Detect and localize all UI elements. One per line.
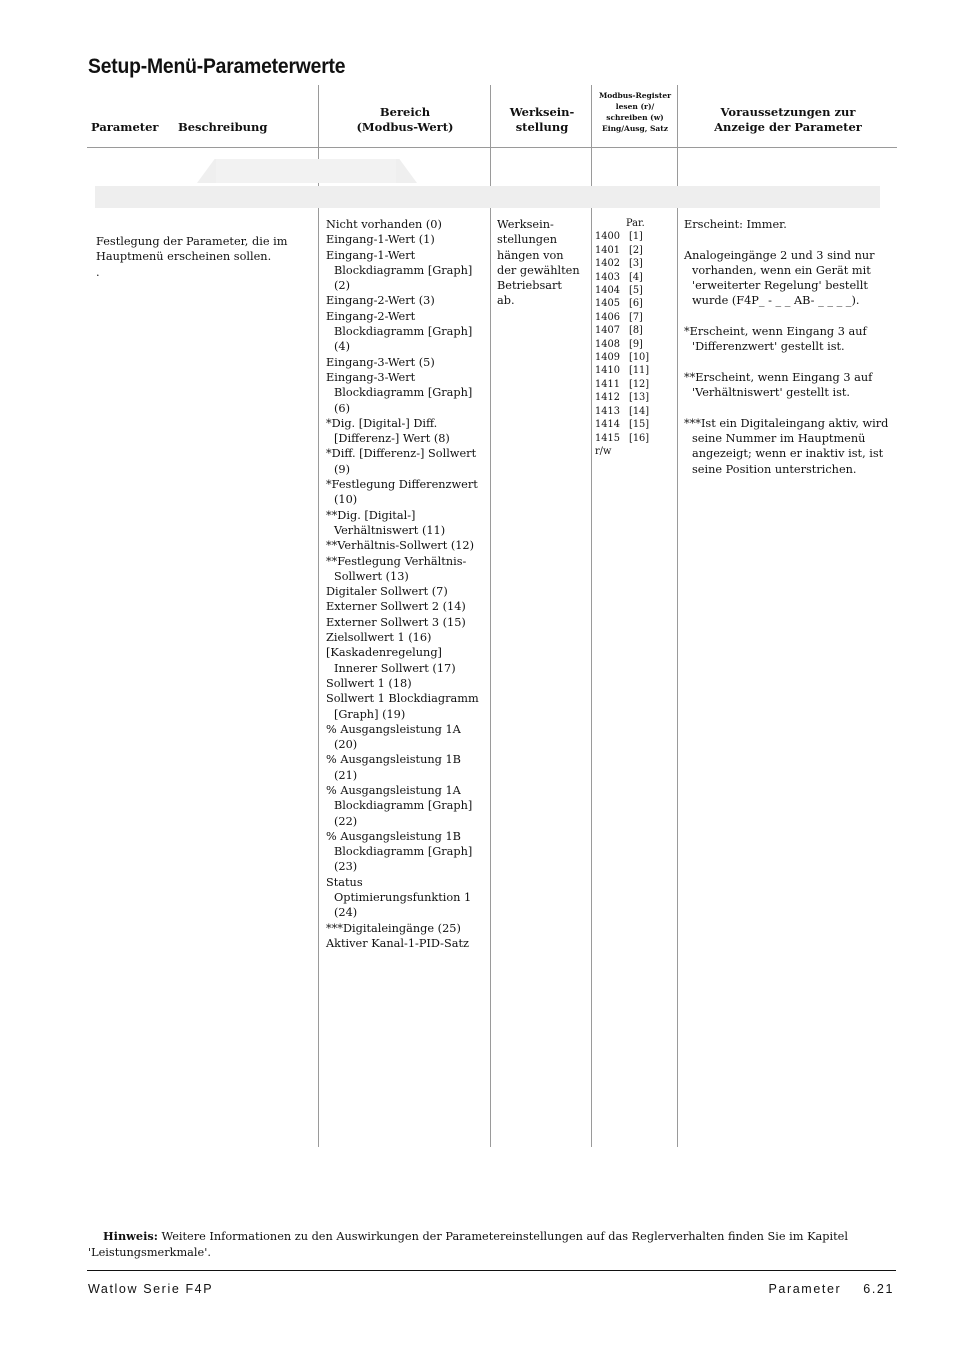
- note-label: Hinweis:: [103, 1229, 158, 1243]
- modbus-register: 1415: [595, 432, 620, 444]
- parameter-description: Festlegung der Parameter, die im Hauptmenü erscheinen sollen. .: [96, 235, 288, 279]
- modbus-register: 1413: [595, 405, 620, 417]
- default-line: der gewählten: [497, 263, 580, 277]
- modbus-register: 1414: [595, 419, 620, 431]
- modbus-row: [595, 351, 675, 364]
- header-range: Bereich (Modbus-Wert): [356, 105, 454, 134]
- modbus-parameter-index: [8]: [629, 325, 643, 337]
- modbus-register: 1402: [595, 258, 620, 270]
- modbus-par-label: Par.: [626, 218, 645, 229]
- modbus-row: [595, 271, 675, 284]
- condition-item: Erscheint: Immer.: [684, 218, 787, 231]
- range-item: Nicht vorhanden (0): [326, 218, 442, 231]
- header-parameter: Parameter: [91, 120, 159, 134]
- range-item: Eingang-3-Wert (5): [326, 355, 435, 369]
- note-text: Weitere Informationen zu den Auswirkungen der Parametereinstellungen auf das Reglerverhalten finden Sie im Kapitel 'Leistungsmerkmale'.: [88, 1230, 848, 1259]
- range-item: % Ausgangsleistung 1B (21): [326, 753, 461, 782]
- modbus-parameter-index: [4]: [629, 271, 643, 283]
- range-item: Eingang-2-Wert Blockdiagramm [Graph] (4): [326, 309, 473, 354]
- default-value: [497, 217, 589, 309]
- modbus-parameter-index: [5]: [629, 285, 643, 297]
- range-item: Status Optimierungsfunktion 1 (24): [326, 875, 472, 920]
- modbus-register: 1408: [595, 338, 620, 350]
- footer-page-number: 6.21: [863, 1282, 894, 1296]
- range-item: Sollwert 1 Blockdiagramm [Graph] (19): [326, 692, 479, 721]
- modbus-row: [595, 338, 675, 351]
- condition-item: Analogeingänge 2 und 3 sind nur vorhanden, wenn ein Gerät mit 'erweiterter Regelung' bestellt wurde (F4P_ - _ _ AB- _ _ _ _).: [684, 248, 875, 308]
- modbus-parameter-index: [3]: [629, 258, 643, 270]
- range-item: Zielsollwert 1 (16): [326, 631, 432, 645]
- range-list: [326, 217, 486, 951]
- default-line: stellungen: [497, 233, 557, 247]
- display-conditions: [684, 217, 896, 492]
- modbus-row: [595, 257, 675, 270]
- modbus-register: 1403: [595, 271, 620, 283]
- modbus-row: [595, 244, 675, 257]
- default-line: hängen von: [497, 248, 564, 262]
- modbus-row: [595, 391, 675, 404]
- modbus-row: [595, 432, 675, 445]
- column-divider: [318, 85, 319, 1147]
- modbus-register: 1406: [595, 311, 620, 323]
- page-title: Setup-Menü-Parameterwerte: [88, 55, 346, 78]
- modbus-row: [595, 311, 675, 324]
- footer-section: Parameter: [768, 1282, 842, 1296]
- modbus-row: [595, 418, 675, 431]
- modbus-rw: r/w: [595, 445, 612, 457]
- modbus-parameter-index: [1]: [629, 231, 643, 243]
- range-item: [Kaskadenregelung] Innerer Sollwert (17): [326, 646, 456, 675]
- range-item: **Festlegung Verhältnis-Sollwert (13): [326, 554, 467, 583]
- default-line: Betriebsart: [497, 279, 562, 293]
- range-item: **Dig. [Digital-] Verhältniswert (11): [326, 508, 446, 537]
- footer-product: Watlow Serie F4P: [88, 1282, 214, 1296]
- modbus-parameter-index: [16]: [629, 432, 650, 444]
- modbus-parameter-index: [9]: [629, 338, 643, 350]
- modbus-register: 1407: [595, 325, 620, 337]
- modbus-parameter-index: [10]: [629, 352, 650, 364]
- modbus-register: 1404: [595, 285, 620, 297]
- modbus-parameter-index: [2]: [629, 244, 643, 256]
- modbus-register: 1411: [595, 378, 620, 390]
- header-modbus: Modbus-Register lesen (r)/ schreiben (w) Eing/Ausg, Satz: [598, 91, 672, 133]
- lcd-display-inner: [216, 159, 396, 183]
- modbus-parameter-index: [14]: [629, 405, 650, 417]
- modbus-registers: [595, 217, 675, 458]
- modbus-parameter-index: [15]: [629, 419, 650, 431]
- range-item: % Ausgangsleistung 1A (20): [326, 722, 461, 752]
- modbus-parameter-index: [7]: [629, 311, 643, 323]
- shaded-band: [95, 186, 880, 208]
- note: [88, 1229, 896, 1260]
- range-item: Eingang-1-Wert (1): [326, 233, 435, 247]
- column-divider: [677, 85, 678, 1147]
- range-item: *Festlegung Differenzwert (10): [326, 478, 478, 507]
- header-divider: [87, 147, 897, 148]
- range-item: % Ausgangsleistung 1A Blockdiagramm [Graph] (22): [326, 783, 473, 828]
- footer-rule: [87, 1270, 896, 1271]
- modbus-parameter-index: [12]: [629, 378, 650, 390]
- modbus-register: 1410: [595, 365, 620, 377]
- modbus-row: [595, 378, 675, 391]
- header-conditions: Voraussetzungen zur Anzeige der Parameter: [714, 105, 862, 134]
- modbus-row: [595, 364, 675, 377]
- condition-item: ***Ist ein Digitaleingang aktiv, wird seine Nummer im Hauptmenü angezeigt; wenn er inaktiv ist, ist seine Position unterstrichen.: [684, 416, 889, 476]
- header-description: Beschreibung: [178, 120, 268, 134]
- condition-item: *Erscheint, wenn Eingang 3 auf 'Differenzwert' gestellt ist.: [684, 325, 867, 354]
- modbus-row: [595, 405, 675, 418]
- range-item: Externer Sollwert 3 (15): [326, 615, 466, 629]
- modbus-row: [595, 284, 675, 297]
- range-item: *Diff. [Differenz-] Sollwert (9): [326, 447, 477, 476]
- default-line: Werksein-: [497, 218, 554, 231]
- range-item: **Verhältnis-Sollwert (12): [326, 539, 475, 553]
- modbus-parameter-index: [6]: [629, 298, 643, 310]
- range-item: Aktiver Kanal-1-PID-Satz: [326, 936, 469, 950]
- condition-item: **Erscheint, wenn Eingang 3 auf 'Verhältniswert' gestellt ist.: [684, 370, 873, 400]
- column-divider: [490, 85, 491, 1147]
- range-item: Eingang-1-Wert Blockdiagramm [Graph] (2): [326, 248, 473, 293]
- modbus-row: [595, 297, 675, 310]
- modbus-row: [595, 230, 675, 243]
- footer-page-info: [769, 1282, 895, 1296]
- modbus-register: 1409: [595, 352, 620, 364]
- modbus-parameter-index: [11]: [629, 365, 650, 377]
- header-default: Werksein- stellung: [509, 105, 575, 134]
- modbus-register: 1401: [595, 244, 620, 256]
- range-item: Externer Sollwert 2 (14): [326, 600, 466, 614]
- range-item: Sollwert 1 (18): [326, 676, 412, 690]
- modbus-register: 1412: [595, 392, 620, 404]
- modbus-register: 1400: [595, 231, 620, 243]
- range-item: % Ausgangsleistung 1B Blockdiagramm [Graph] (23): [326, 829, 473, 874]
- default-line: ab.: [497, 294, 515, 308]
- modbus-row: [595, 324, 675, 337]
- range-item: Eingang-3-Wert Blockdiagramm [Graph] (6): [326, 370, 473, 415]
- range-item: ***Digitaleingänge (25): [326, 921, 461, 935]
- column-divider: [591, 85, 592, 1147]
- modbus-register: 1405: [595, 298, 620, 310]
- range-item: Digitaler Sollwert (7): [326, 585, 448, 599]
- modbus-parameter-index: [13]: [629, 392, 650, 404]
- range-item: *Dig. [Digital-] Diff. [Differenz-] Wert (8): [326, 416, 450, 446]
- range-item: Eingang-2-Wert (3): [326, 294, 435, 308]
